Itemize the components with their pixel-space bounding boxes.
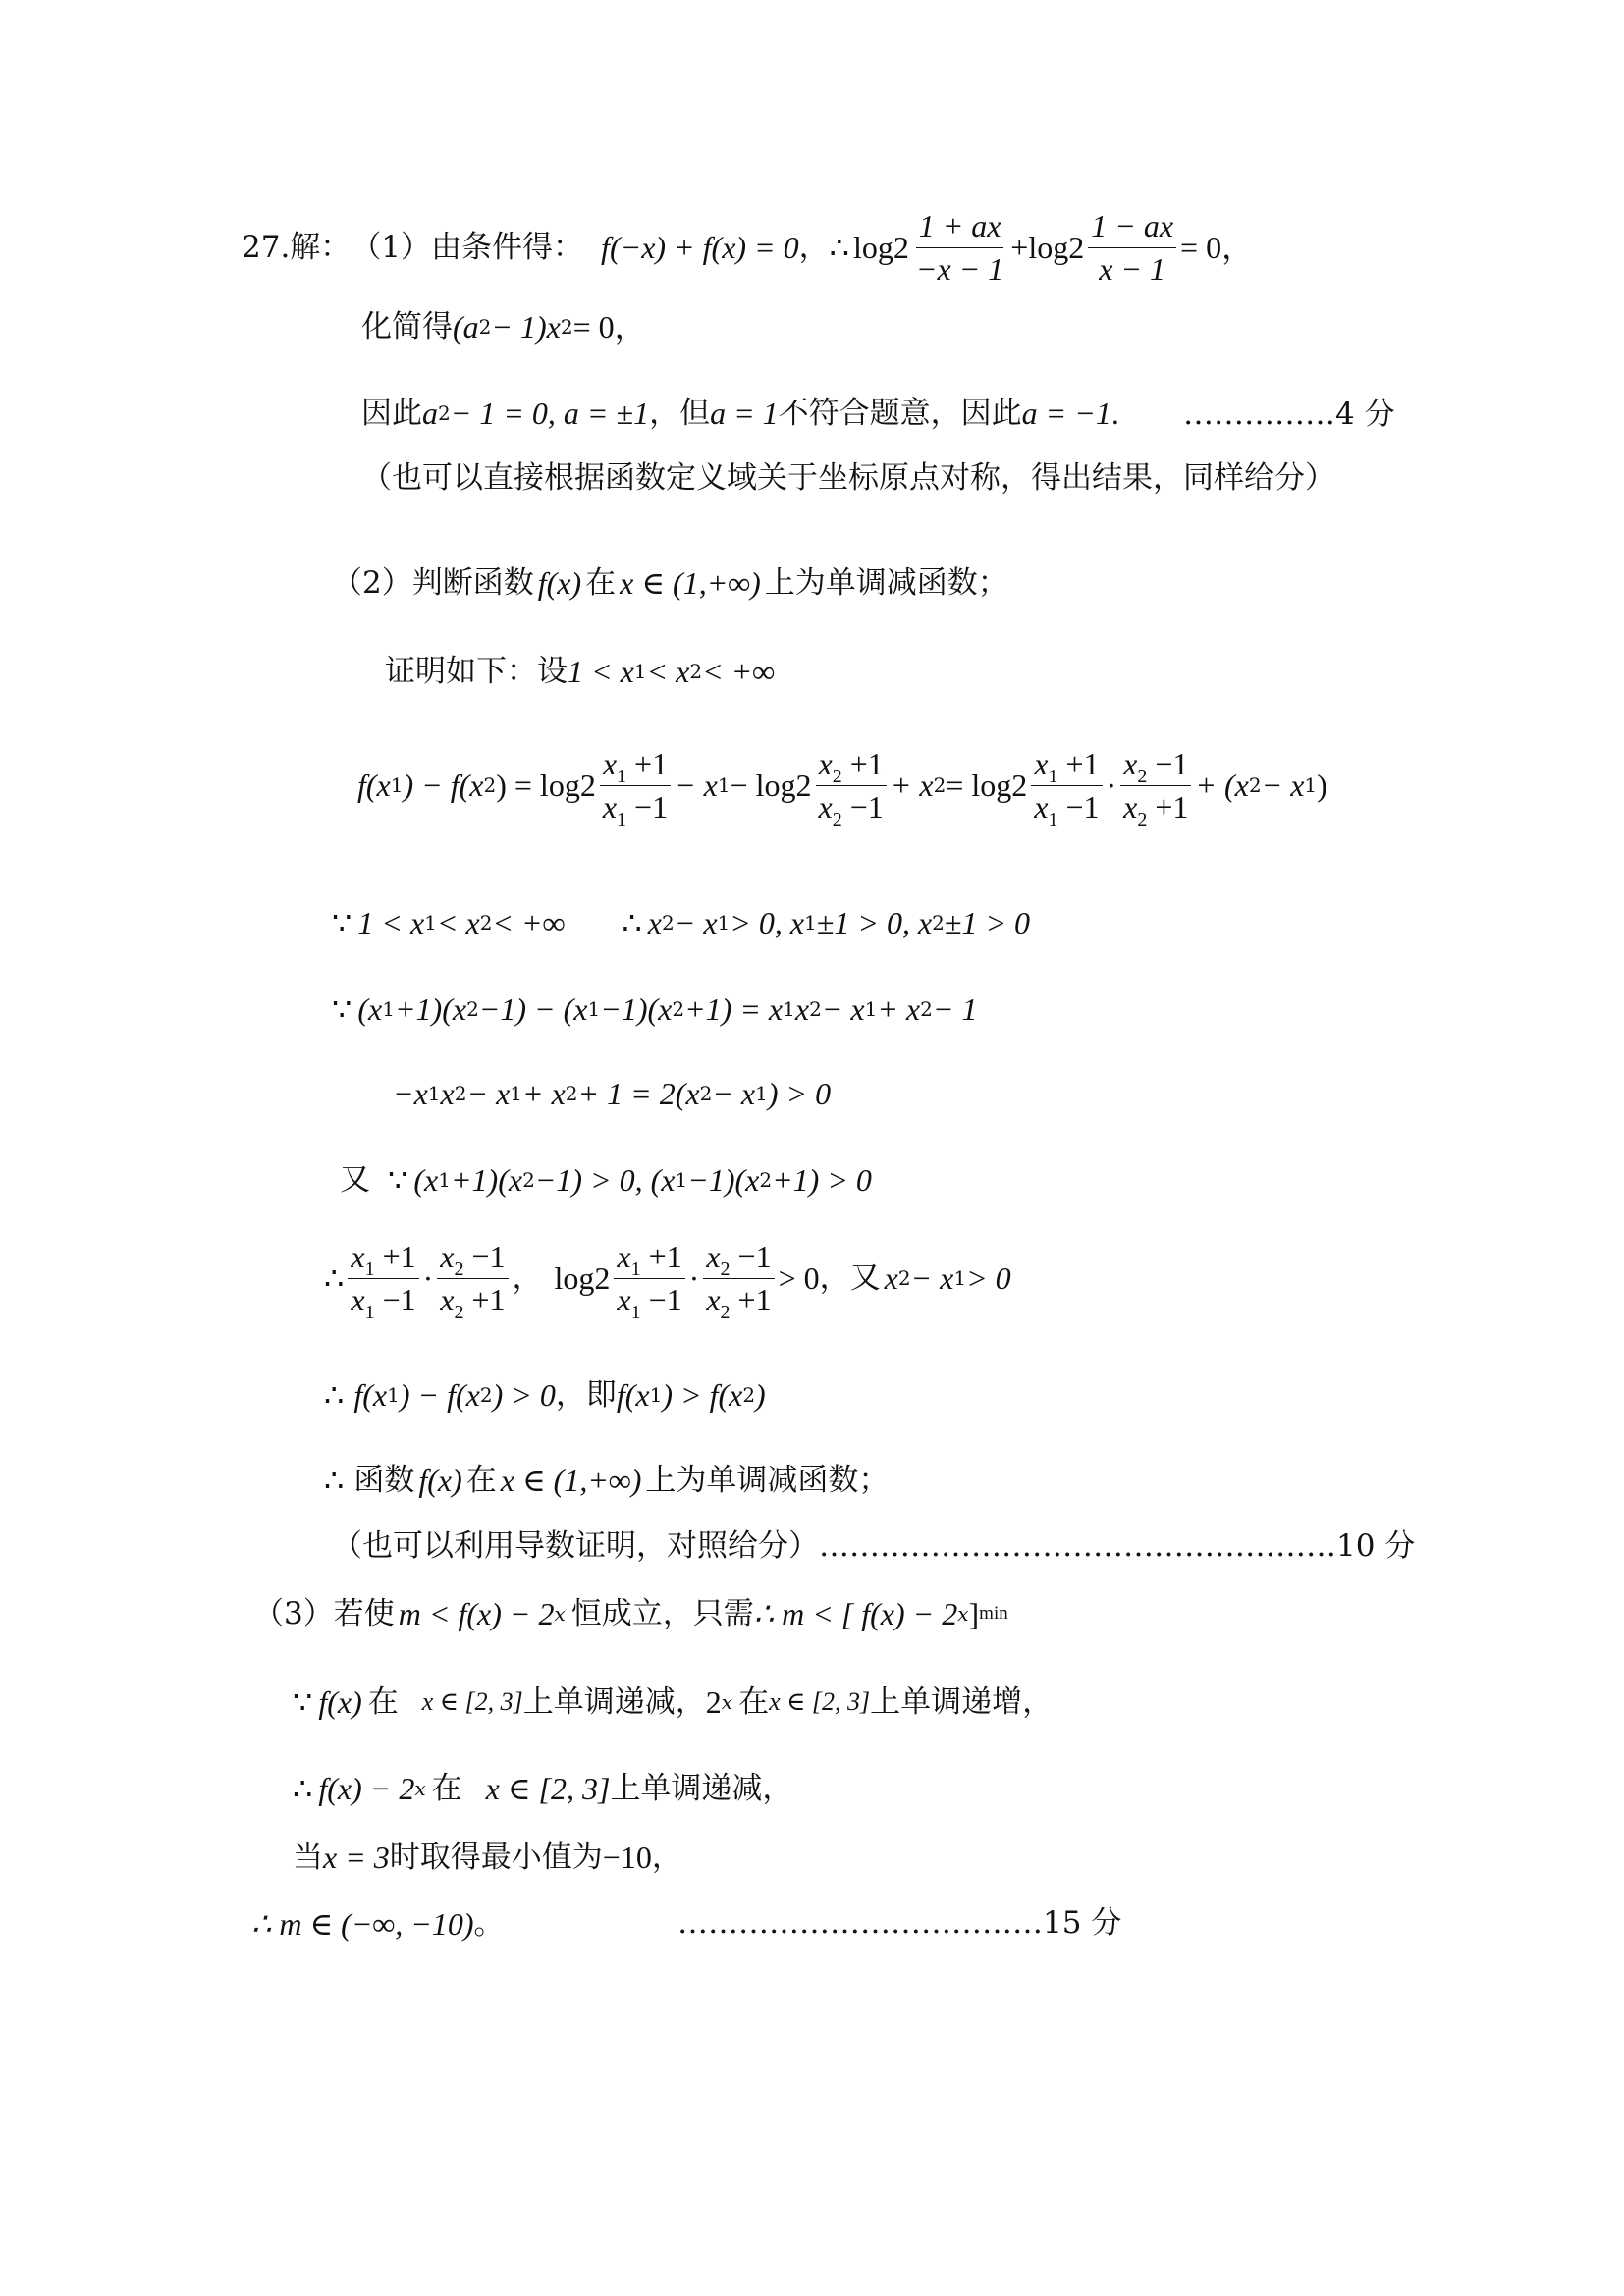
part2-therefore-frac: ∴ $\frac{x_1 +1}{x_1 -1}$ · $\frac{x_2 -1}{x_2 +1}$ ， log 2 $\frac{x_1 +1}{x_1 -1}$ · $\frac{x_2 -1}{x_2 +1}$ > 0 ，又 x 2 − x 1 > 0: [324, 1239, 1011, 1323]
part2-because-2: ∵ (x 1 +1)(x 2 −1) − (x 1 −1)(x 2 +1) = x 1 x 2 − x 1 + x 2 − 1: [332, 991, 978, 1027]
fraction-2: $\frac{1 - ax}{x - 1}$: [1088, 208, 1176, 288]
fraction-1: $\frac{1 + ax}{-x - 1}$: [915, 208, 1004, 287]
part3-when: 当 x = 3 时取得最小值为 −10 ，: [293, 1839, 682, 1875]
part2-proof-intro: 证明如下：设 1 < x 1 < x 2 < +∞: [385, 653, 776, 689]
part3-statement: （3）若使 m < f(x) − 2 x 恒成立，只需 ∴ m < [ f(x) − 2 x ] min: [253, 1595, 1008, 1631]
problem-number: 27.解：: [242, 229, 352, 265]
part2-also: 又 ∵ (x 1 +1)(x 2 −1) > 0, (x 1 −1)(x 2 +1) > 0: [340, 1161, 872, 1198]
part1-note: （也可以直接根据函数定义域关于坐标原点对称，得出结果，同样给分）: [361, 460, 1335, 496]
part1-score: ……………4 分: [1183, 397, 1395, 432]
part2-continuation: −x 1 x 2 − x 1 + x 2 + 1 = 2(x 2 − x 1 ) > 0: [393, 1076, 832, 1111]
part2-conclusion: ∴ 函数 f(x) 在 x ∈ (1,+∞) 上为单调减函数；: [324, 1462, 890, 1498]
part2-result: ∴ f(x 1 ) − f(x 2 ) > 0 ，即 f(x 1 ) > f(x 2 ): [324, 1376, 766, 1413]
fraction-x1: $\frac{x_1 +1}{x_1 -1}$: [600, 746, 671, 826]
part2-score: ……………………………………………10 分: [819, 1528, 1416, 1564]
part2-statement: （2）判断函数 f(x) 在 x ∈ (1,+∞) 上为单调减函数；: [332, 564, 1008, 601]
fraction-x1-b: $\frac{x_1 +1}{x_1 -1}$: [1031, 746, 1102, 826]
fraction-x2-b: $\frac{x_2 -1}{x_2 +1}$: [1120, 746, 1191, 826]
part1-simplify: 化简得 (a 2 − 1)x 2 = 0，: [361, 308, 646, 345]
fraction-x2: $\frac{x_2 +1}{x_2 -1}$: [816, 746, 887, 826]
part3-because: ∵ f(x) 在 x ∈ [2, 3] 上单调递减， 2 x 在 x ∈ [2, 3] 上单调递增，: [293, 1683, 1054, 1720]
part3-therefore: ∴ f(x) − 2 x 在 x ∈ [2, 3] 上单调递减，: [293, 1770, 793, 1806]
part3-final: ∴ m ∈ (−∞, −10) 。: [251, 1905, 505, 1942]
part1-hence: 因此 a 2 − 1 = 0, a = ±1 ，但 a = 1 不符合题意，因此 a = −1 .: [361, 395, 1119, 431]
part2-difference: f(x 1 ) − f(x 2 ) = log 2 $\frac{x_1 +1}{x_1 -1}$ − x 1 − log 2 $\frac{x_2 +1}{x_2 -1}$ + x 2 = log 2 $\frac{x_1 +1}{x_1 -1}$ · $\frac{x_2 -1}{x_2 +1}$ + (x 2 − x 1 ): [357, 746, 1327, 830]
part2-note: （也可以利用导数证明，对照给分） ……………………………………………10 分: [332, 1528, 1416, 1564]
part3-score: ………………………………15 分: [677, 1905, 1122, 1941]
part1-line1: 27.解： （1） 由条件得： f(−x) + f(x) = 0 ， ∴ log 2 $\frac{1 + ax}{-x - 1}$ + log 2 $\frac{1 - ax}{x - 1}$ = 0，: [242, 208, 1254, 287]
part2-because-1: ∵ 1 < x 1 < x 2 < +∞ ∴ x 2 − x 1 > 0, x 1 ±1 > 0, x 2 ±1 > 0: [332, 905, 1031, 940]
